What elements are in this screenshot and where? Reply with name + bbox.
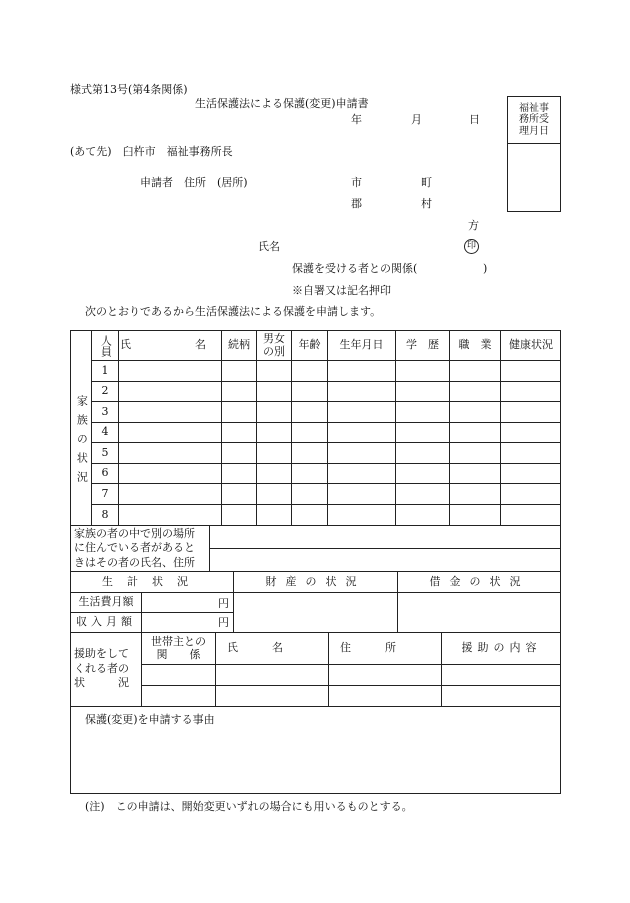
footer-note: (注) この申請は、開始変更いずれの場合にも用いるものとする。 — [85, 800, 413, 813]
debt-status-header: 借金の状況 — [429, 574, 530, 588]
separate-label-1: 家族の者の中で別の場所 — [74, 527, 195, 541]
family-section-label: 家族の状況 — [75, 395, 89, 490]
family-hline — [91, 360, 561, 361]
family-hline — [91, 442, 561, 443]
support-hline — [141, 685, 561, 686]
receipt-divider — [507, 143, 561, 144]
family-hline — [91, 401, 561, 402]
family-row-number: 3 — [101, 404, 109, 418]
living-expense-label: 生活費月額 — [78, 595, 134, 609]
family-row-number: 2 — [101, 384, 109, 398]
col-header-relation: 続柄 — [228, 338, 250, 352]
applicant-address-label: 申請者 住所 (居所) — [140, 176, 248, 189]
income-label: 収入月額 — [76, 615, 136, 629]
support-label-1: 援助をして — [74, 646, 129, 660]
receipt-label-2: 務所受 — [519, 114, 549, 126]
address-village: 村 — [421, 197, 432, 210]
support-label-2: くれる者の — [74, 661, 129, 675]
family-row-number: 7 — [101, 486, 109, 500]
relation-close: ) — [483, 262, 488, 275]
receipt-label-3: 理月日 — [519, 125, 549, 137]
form-title: 生活保護法による保護(変更)申請書 — [195, 97, 369, 110]
date-day: 日 — [469, 113, 480, 126]
family-hline — [91, 483, 561, 484]
date-year: 年 — [351, 113, 362, 126]
support-col-address: 住所 — [340, 641, 430, 655]
family-row-number: 6 — [101, 466, 109, 480]
support-col-name: 氏名 — [227, 641, 317, 655]
col-header-sex-1: 男女 — [263, 331, 285, 345]
address-town: 町 — [421, 176, 432, 189]
intro-text: 次のとおりであるから生活保護法による保護を申請します。 — [85, 305, 382, 318]
relation-label: 保護を受ける者との関係( — [292, 262, 418, 275]
form-number: 様式第13号(第4条関係) — [70, 83, 188, 96]
income-yen: 円 — [218, 616, 229, 629]
separate-label-2: に住んでいる者があると — [74, 541, 195, 555]
col-header-members-text: 人員 — [99, 334, 113, 357]
address-city: 市 — [351, 176, 362, 189]
family-row-number: 4 — [101, 425, 109, 439]
family-hline — [91, 504, 561, 505]
family-row-number: 1 — [101, 363, 109, 377]
col-header-education: 学 歴 — [406, 338, 439, 352]
support-section-label — [74, 633, 140, 705]
support-col-content: 援助の内容 — [461, 641, 542, 655]
receipt-label-1: 福祉事 — [519, 102, 549, 114]
expense-yen: 円 — [218, 597, 229, 610]
family-hline — [91, 422, 561, 423]
finance-header-line — [70, 592, 561, 593]
col-header-health: 健康状況 — [509, 338, 553, 352]
support-label-3: 状 況 — [74, 676, 129, 690]
receipt-label — [507, 97, 561, 143]
seal-char: 印 — [466, 241, 476, 251]
support-hline — [141, 664, 561, 665]
property-status-header: 財産の状況 — [265, 574, 366, 588]
col-header-sex — [257, 331, 291, 360]
addressee: (あて先) 臼杵市 福祉事務所長 — [70, 145, 233, 158]
living-status-header: 生計状況 — [102, 574, 202, 588]
address-county: 郡 — [351, 197, 362, 210]
col-header-occupation: 職 業 — [458, 338, 492, 352]
family-hline — [91, 381, 561, 382]
family-row-number: 8 — [101, 507, 109, 521]
col-header-birthdate: 生年月日 — [339, 338, 384, 352]
col-header-name: 氏 名 — [120, 338, 220, 352]
reason-label: 保護(変更)を申請する事由 — [85, 713, 215, 726]
family-hline — [91, 463, 561, 464]
separate-hline — [209, 548, 561, 549]
seal-mark — [464, 239, 479, 254]
signature-note: ※自署又は記名押印 — [292, 284, 391, 297]
support-col-relation-1: 世帯主との — [151, 634, 206, 648]
address-kata: 方 — [468, 219, 479, 232]
support-bottom-line — [70, 706, 561, 707]
date-month: 月 — [411, 113, 422, 126]
col-header-members — [92, 331, 118, 360]
support-col-relation — [142, 633, 215, 664]
support-col-relation-2: 関 係 — [156, 647, 201, 661]
col-header-sex-2: の別 — [263, 344, 285, 358]
col-header-age: 年齢 — [298, 338, 321, 352]
family-row-number: 5 — [101, 445, 109, 459]
applicant-name-label: 氏名 — [258, 240, 280, 253]
separate-residence-label — [74, 526, 208, 571]
separate-label-3: きはその者の氏名、住所 — [74, 555, 195, 569]
